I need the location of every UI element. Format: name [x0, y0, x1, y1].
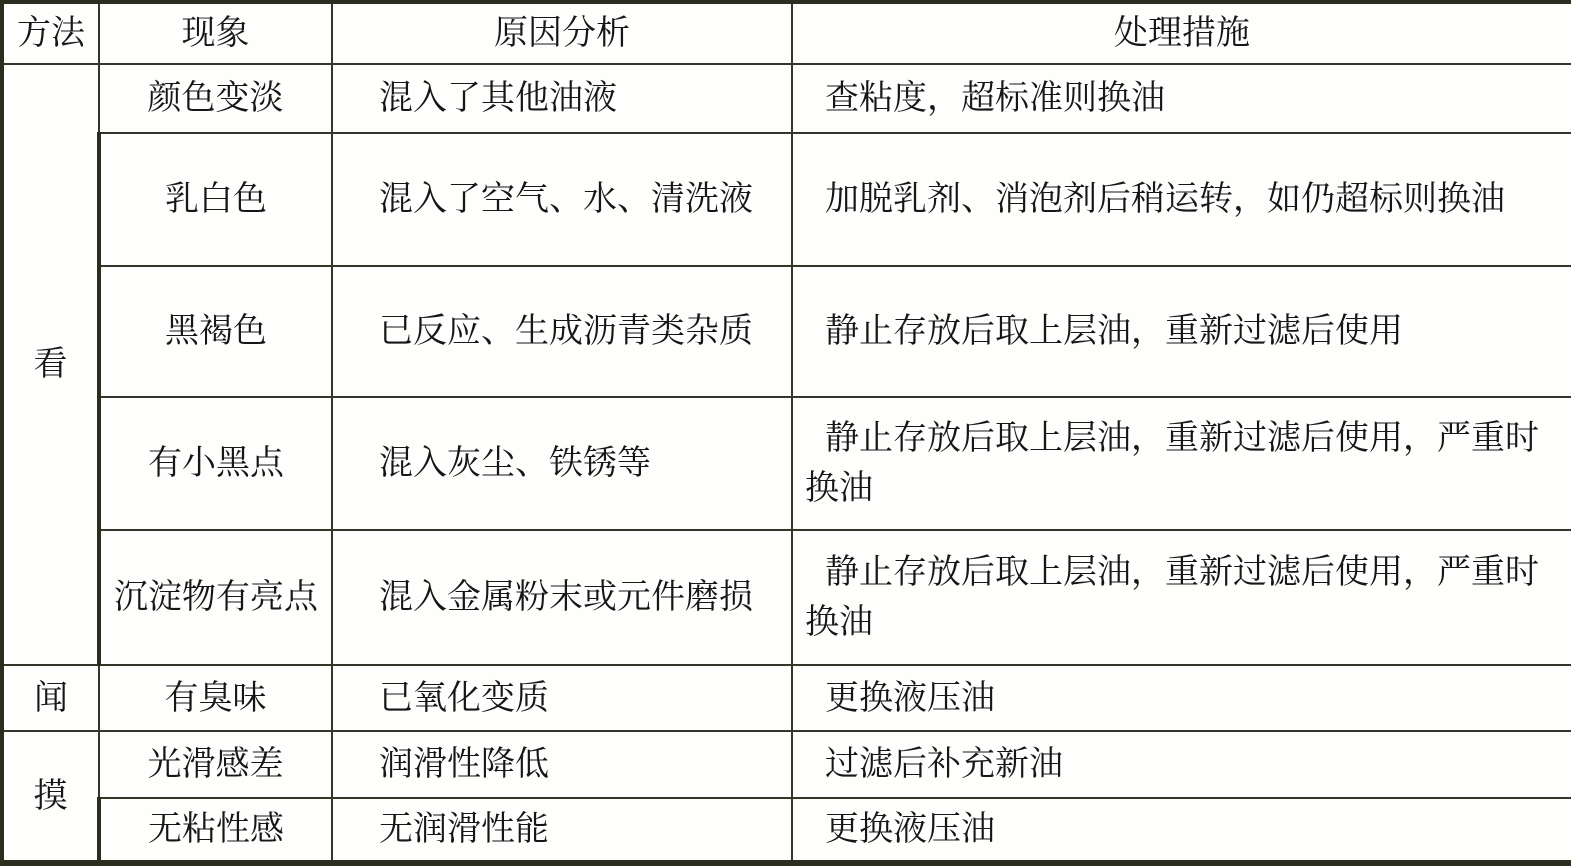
cell-cause: 无润滑性能	[332, 798, 792, 863]
cell-cause: 润滑性降低	[332, 731, 792, 797]
cell-measure: 过滤后补充新油	[792, 731, 1571, 797]
cell-phenomenon: 颜色变淡	[99, 64, 332, 133]
cell-method-touch: 摸	[2, 731, 99, 863]
table-row	[2, 798, 1571, 863]
header-phenomenon: 现象	[99, 2, 332, 64]
header-cause: 原因分析	[332, 2, 792, 64]
header-measure: 处理措施	[792, 2, 1571, 64]
cell-measure: 静止存放后取上层油，重新过滤后使用，严重时换油	[792, 397, 1571, 529]
cell-method-look: 看	[2, 64, 99, 665]
cell-measure: 静止存放后取上层油，重新过滤后使用	[792, 266, 1571, 397]
cell-measure: 更换液压油	[792, 665, 1571, 731]
cell-phenomenon: 有臭味	[99, 665, 332, 731]
table-row	[2, 133, 1571, 265]
table-row	[2, 64, 1571, 133]
cell-cause: 混入灰尘、铁锈等	[332, 397, 792, 529]
cell-cause: 已反应、生成沥青类杂质	[332, 266, 792, 397]
table-row	[2, 397, 1571, 529]
cell-phenomenon: 乳白色	[99, 133, 332, 265]
cell-measure: 加脱乳剂、消泡剂后稍运转，如仍超标则换油	[792, 133, 1571, 265]
cell-method-smell: 闻	[2, 665, 99, 731]
cell-phenomenon: 无粘性感	[99, 798, 332, 863]
table-row	[2, 266, 1571, 397]
cell-cause: 已氧化变质	[332, 665, 792, 731]
table-header-row	[2, 2, 1571, 64]
cell-cause: 混入金属粉末或元件磨损	[332, 530, 792, 665]
cell-measure: 静止存放后取上层油，重新过滤后使用，严重时换油	[792, 530, 1571, 665]
cell-measure: 查粘度，超标准则换油	[792, 64, 1571, 133]
cell-cause: 混入了空气、水、清洗液	[332, 133, 792, 265]
cell-phenomenon: 沉淀物有亮点	[99, 530, 332, 665]
cell-cause: 混入了其他油液	[332, 64, 792, 133]
cell-phenomenon: 光滑感差	[99, 731, 332, 797]
cell-measure: 更换液压油	[792, 798, 1571, 863]
table-row	[2, 530, 1571, 665]
header-method: 方法	[2, 2, 99, 64]
cell-phenomenon: 有小黑点	[99, 397, 332, 529]
table-row	[2, 731, 1571, 797]
cell-phenomenon: 黑褐色	[99, 266, 332, 397]
table-row	[2, 665, 1571, 731]
